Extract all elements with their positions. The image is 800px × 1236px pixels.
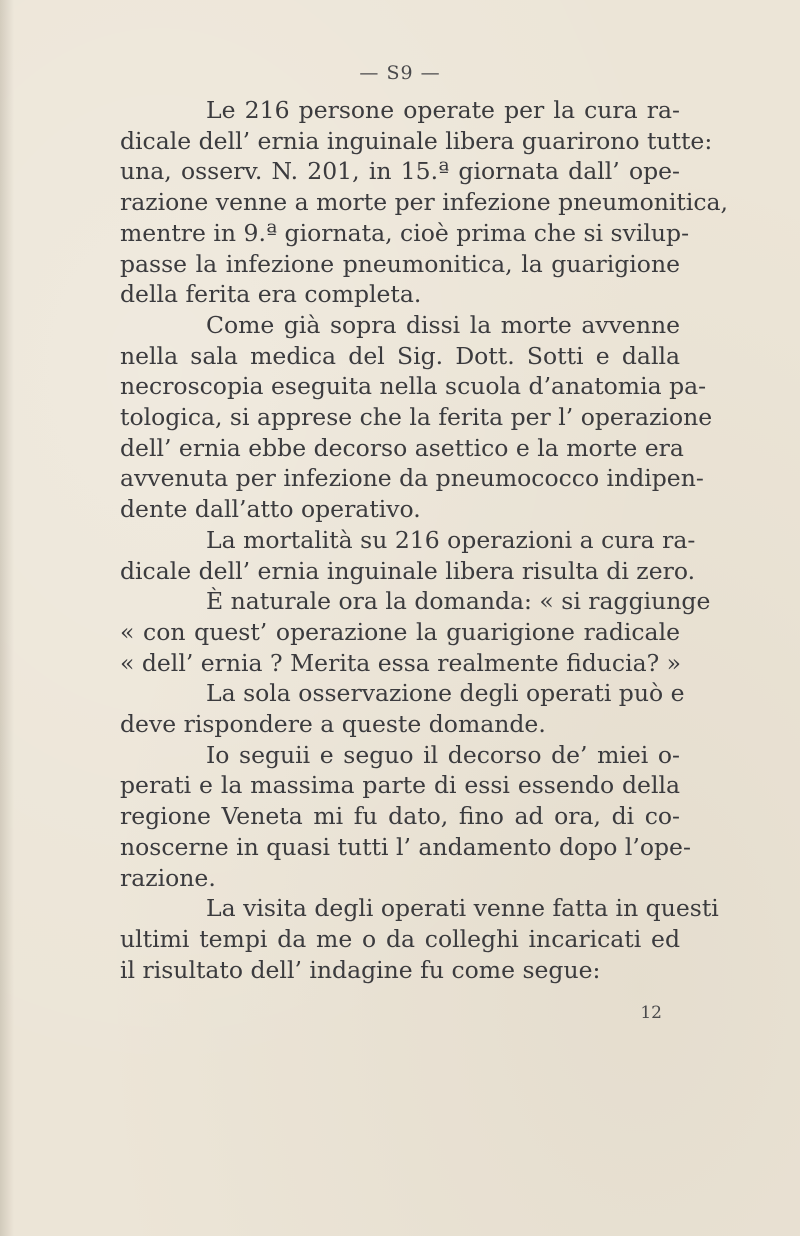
text-line: La mortalità su 216 operazioni a cura ra- xyxy=(206,525,696,554)
text-line: razione venne a morte per infezione pneumonitica, xyxy=(120,188,728,217)
text-line: razione. xyxy=(120,863,216,892)
text-line: nella sala medica del Sig. Dott. Sotti e dalla xyxy=(120,341,680,370)
paragraph-5 xyxy=(120,678,685,739)
text-line: avvenuta per infezione da pneumococco indipen- xyxy=(120,464,704,493)
paragraph-2 xyxy=(120,310,713,525)
text-line: della ferita era completa. xyxy=(120,280,422,309)
text-line: noscerne in quasi tutti l’ andamento dopo l’ope- xyxy=(120,832,691,861)
paragraph-7 xyxy=(120,893,719,985)
text-line: regione Veneta mi fu dato, fino ad ora, di co- xyxy=(120,802,680,831)
text-line: La visita degli operati venne fatta in questi xyxy=(206,894,719,923)
text-line: perati e la massima parte di essi essendo della xyxy=(120,771,680,800)
paragraph-1 xyxy=(120,95,728,310)
text-line: dell’ ernia ebbe decorso asettico e la morte era xyxy=(120,433,684,462)
page-spine-shadow xyxy=(0,0,14,1236)
text-line: La sola osservazione degli operati può e xyxy=(206,679,685,708)
text-line: passe la infezione pneumonitica, la guarigione xyxy=(120,249,680,278)
page-number-header: — S9 — xyxy=(359,62,441,84)
text-line: necroscopia eseguita nella scuola d’anatomia pa- xyxy=(120,372,707,401)
text-line: una, osserv. N. 201, in 15.ª giornata dall’ ope- xyxy=(120,157,680,186)
text-line: mentre in 9.ª giornata, cioè prima che si svilup- xyxy=(120,218,690,247)
signature-mark: 12 xyxy=(640,1003,662,1023)
text-line: deve rispondere a queste domande. xyxy=(120,710,546,739)
text-line: il risultato dell’ indagine fu come segue: xyxy=(120,955,601,984)
paragraph-4 xyxy=(120,586,711,678)
text-line: Come già sopra dissi la morte avvenne xyxy=(206,310,680,339)
text-line: Io seguii e seguo il decorso de’ miei o- xyxy=(206,740,680,769)
text-line: ultimi tempi da me o da colleghi incaricati ed xyxy=(120,924,680,953)
text-line: È naturale ora la domanda: « si raggiunge xyxy=(206,587,711,616)
paragraph-3 xyxy=(120,525,696,586)
text-line: dente dall’atto operativo. xyxy=(120,495,421,524)
text-line: « dell’ ernia ? Merita essa realmente fiducia? » xyxy=(120,648,682,677)
text-line: tologica, si apprese che la ferita per l’ operazione xyxy=(120,403,713,432)
text-line: dicale dell’ ernia inguinale libera guarirono tutte: xyxy=(120,126,713,155)
paragraph-6 xyxy=(120,740,691,894)
text-line: « con quest’ operazione la guarigione radicale xyxy=(120,617,680,646)
text-line: Le 216 persone operate per la cura ra- xyxy=(206,96,680,124)
text-line: dicale dell’ ernia inguinale libera risulta di zero. xyxy=(120,556,696,585)
body-text xyxy=(120,95,728,985)
